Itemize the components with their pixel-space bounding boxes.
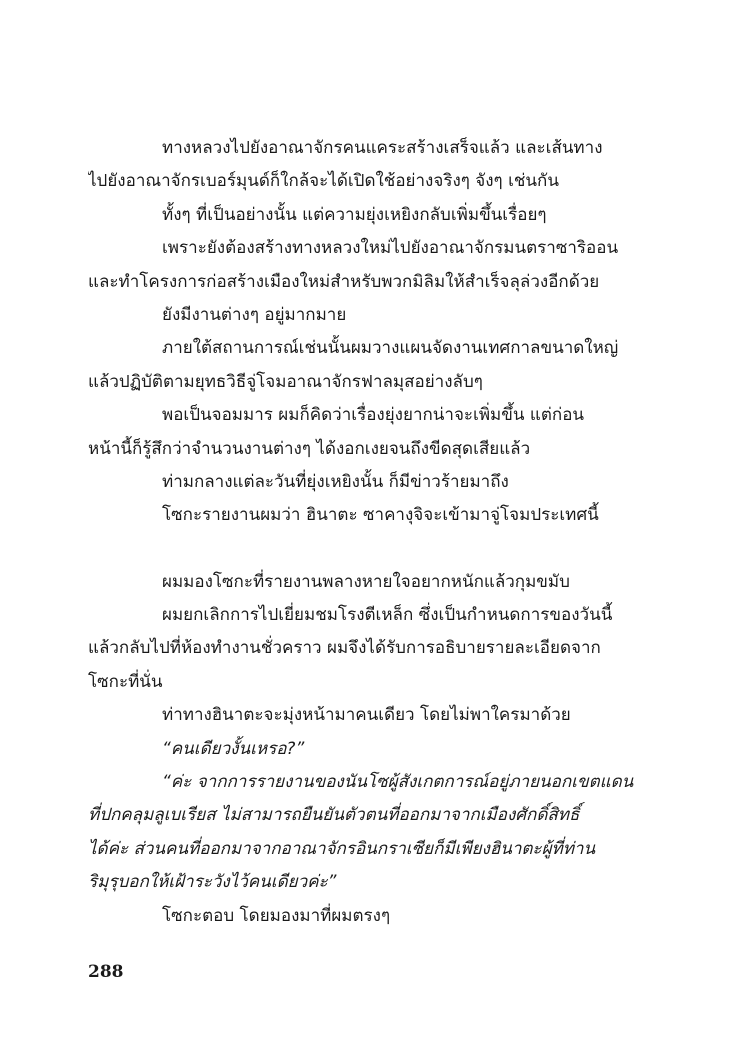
text-line: โซกะตอบ โดยมองมาที่ผมตรงๆ [162,905,391,926]
page-number: 288 [88,962,124,982]
text-line: หน้านี้ก็รู้สึกว่าจำนวนงานต่างๆ ได้งอกเงยจนถึงขีดสุดเสียแล้ว [88,438,531,459]
body-text [88,132,654,933]
text-line: ทั้งๆ ที่เป็นอย่างนั้น แต่ความยุ่งเหยิงกลับเพิ่มขึ้นเรื่อยๆ [162,204,547,225]
text-line: เพราะยังต้องสร้างทางหลวงใหม่ไปยังอาณาจักรมนตราซาริออน [162,238,619,259]
text-line: แล้วปฏิบัติตามยุทธวิธีจู่โจมอาณาจักรฟาลมุสอย่างลับๆ [88,371,483,392]
text-line: ยังมีงานต่างๆ อยู่มากมาย [162,304,347,325]
paragraph-group-1 [88,132,654,533]
text-line: ผมมองโซกะที่รายงานพลางหายใจอยากหนักแล้วกุมขมับ [162,571,570,592]
text-line: ภายใต้สถานการณ์เช่นนั้นผมวางแผนจัดงานเทศกาลขนาดใหญ่ [162,338,619,359]
text-line: ท่ามกลางแต่ละวันที่ยุ่งเหยิงนั้น ก็มีข่าวร้ายมาถึง [162,471,509,492]
paragraph-group-2 [88,566,654,933]
dialogue-line: ได้ค่ะ ส่วนคนที่ออกมาจากอาณาจักรอินกราเซียก็มีเพียงฮินาตะผู้ที่ท่าน [88,838,596,859]
text-line: และทำโครงการก่อสร้างเมืองใหม่สำหรับพวกมิลิมให้สำเร็จลุล่วงอีกด้วย [88,271,600,292]
text-line: ท่าทางฮินาตะจะมุ่งหน้ามาคนเดียว โดยไม่พาใครมาด้วย [162,705,571,726]
section-break [88,533,654,566]
text-line: โซกะที่นั่น [88,671,163,692]
dialogue-line: “ค่ะ จากการรายงานของนันโซผู้สังเกตการณ์อยู่ภายนอกเขตแดน [162,772,634,793]
dialogue-line: ที่ปกคลุมลูเบเรียส ไม่สามารถยืนยันตัวตนที่ออกมาจากเมืองศักดิ์สิทธิ์ [88,805,580,826]
text-line: ไปยังอาณาจักรเบอร์มุนด์ก็ใกล้จะได้เปิดใช้อย่างจริงๆ จังๆ เช่นกัน [88,171,559,192]
text-line: แล้วกลับไปที่ห้องทำงานชั่วคราว ผมจึงได้รับการอธิบายรายละเอียดจาก [88,638,601,659]
dialogue-line: “คนเดียวงั้นเหรอ?” [162,738,305,759]
text-line: ผมยกเลิกการไปเยี่ยมชมโรงตีเหล็ก ซึ่งเป็นกำหนดการของวันนี้ [162,605,613,626]
text-line: พอเป็นจอมมาร ผมก็คิดว่าเรื่องยุ่งยากน่าจะเพิ่มขึ้น แต่ก่อน [162,405,585,426]
text-line: โซกะรายงานผมว่า ฮินาตะ ซาคางุจิจะเข้ามาจู่โจมประเทศนี้ [162,505,599,526]
dialogue-line: ริมุรุบอกให้เฝ้าระวังไว้คนเดียวค่ะ” [88,872,337,893]
text-line: ทางหลวงไปยังอาณาจักรคนแคระสร้างเสร็จแล้ว และเส้นทาง [162,138,603,158]
